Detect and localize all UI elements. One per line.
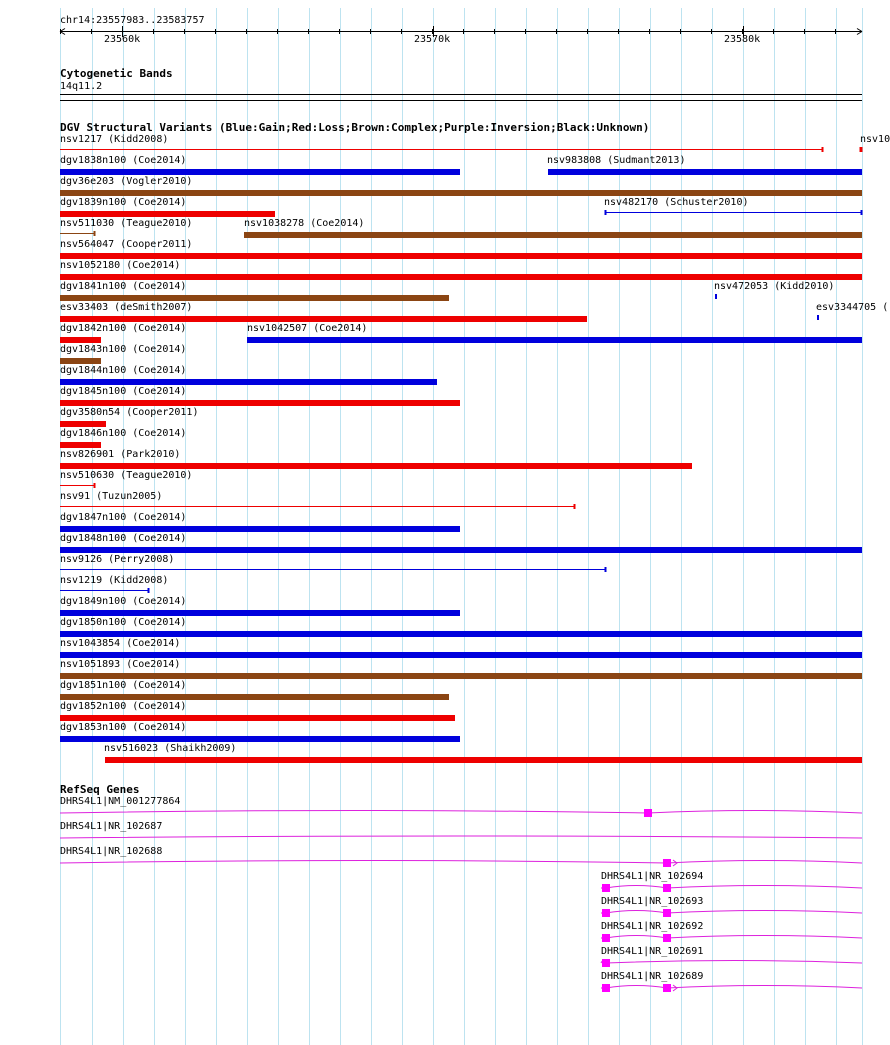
cytoband-track-title: Cytogenetic Bands — [60, 67, 173, 80]
refseq-exon[interactable] — [663, 984, 671, 992]
refseq-transcript-intron-line[interactable] — [601, 961, 862, 964]
dgv-feature-label[interactable]: dgv1850n100 (Coe2014) — [60, 617, 187, 628]
refseq-exon[interactable] — [602, 884, 610, 892]
dgv-feature-bar[interactable] — [60, 631, 862, 637]
refseq-exon[interactable] — [602, 959, 610, 967]
region-label: chr14:23557983..23583757 — [60, 15, 205, 26]
tick-label-23580k: 23580k — [724, 34, 761, 45]
dgv-feature-bar[interactable] — [60, 463, 692, 469]
dgv-feature-bar[interactable] — [105, 757, 862, 763]
dgv-feature-bar[interactable] — [60, 673, 862, 679]
dgv-feature-label[interactable]: dgv36e203 (Vogler2010) — [60, 176, 193, 187]
tick-label-23560k: 23560k — [104, 34, 141, 45]
dgv-feature-label[interactable]: esv33403 (deSmith2007) — [60, 302, 193, 313]
tick-label-23570k: 23570k — [414, 34, 451, 45]
refseq-transcript-label[interactable]: DHRS4L1|NR_102692 — [601, 921, 704, 932]
dgv-feature-bar[interactable] — [60, 694, 449, 700]
dgv-feature-label[interactable]: nsv472053 (Kidd2010) — [714, 281, 835, 292]
dgv-feature-label[interactable]: dgv1849n100 (Coe2014) — [60, 596, 187, 607]
refseq-transcript-label[interactable]: DHRS4L1|NR_102694 — [601, 871, 704, 882]
dgv-feature-bar[interactable] — [60, 169, 460, 175]
dgv-feature-bar[interactable] — [60, 211, 275, 217]
refseq-exon[interactable] — [663, 859, 671, 867]
dgv-feature-bar[interactable] — [60, 295, 449, 301]
dgv-feature-label[interactable]: dgv1842n100 (Coe2014) — [60, 323, 187, 334]
dgv-feature-bar[interactable] — [60, 400, 460, 406]
dgv-feature-label[interactable]: nsv1217 (Kidd2008) — [60, 134, 169, 145]
refseq-track-title: RefSeq Genes — [60, 783, 140, 796]
dgv-feature-point[interactable] — [817, 315, 819, 320]
dgv-feature-bar[interactable] — [60, 610, 460, 616]
dgv-feature-bar[interactable] — [60, 652, 862, 658]
dgv-feature-bar[interactable] — [60, 736, 460, 742]
dgv-feature-label[interactable]: dgv1841n100 (Coe2014) — [60, 281, 187, 292]
refseq-transcript-intron-line[interactable] — [601, 936, 862, 939]
dgv-feature-label[interactable]: esv3344705 ( — [816, 302, 889, 313]
dgv-feature-label[interactable]: dgv1847n100 (Coe2014) — [60, 512, 187, 523]
dgv-feature-bar[interactable] — [60, 715, 455, 721]
dgv-feature-label[interactable]: dgv3580n54 (Cooper2011) — [60, 407, 199, 418]
dgv-feature-bar[interactable] — [60, 358, 101, 364]
dgv-feature-bar[interactable] — [60, 190, 862, 196]
dgv-feature-label[interactable]: nsv9126 (Perry2008) — [60, 554, 175, 565]
refseq-transcript-label[interactable]: DHRS4L1|NR_102687 — [60, 821, 163, 832]
dgv-feature-label[interactable]: nsv564047 (Cooper2011) — [60, 239, 193, 250]
dgv-feature-label[interactable]: dgv1846n100 (Coe2014) — [60, 428, 187, 439]
dgv-feature-label[interactable]: dgv1844n100 (Coe2014) — [60, 365, 187, 376]
dgv-feature-point[interactable] — [715, 294, 717, 299]
refseq-exon[interactable] — [663, 884, 671, 892]
dgv-feature-label[interactable]: nsv482170 (Schuster2010) — [604, 197, 749, 208]
dgv-feature-label[interactable]: nsv1051893 (Coe2014) — [60, 659, 181, 670]
dgv-feature-bar[interactable] — [60, 253, 862, 259]
dgv-feature-label[interactable]: nsv1043854 (Coe2014) — [60, 638, 181, 649]
refseq-exon[interactable] — [644, 809, 652, 817]
refseq-transcript-intron-line[interactable] — [601, 886, 862, 889]
refseq-exon[interactable] — [602, 909, 610, 917]
dgv-feature-label[interactable]: nsv1052180 (Coe2014) — [60, 260, 181, 271]
refseq-transcript-intron-line[interactable] — [60, 861, 862, 864]
dgv-track-title: DGV Structural Variants (Blue:Gain;Red:Loss;Brown:Complex;Purple:Inversion;Black:Unknown) — [60, 121, 650, 134]
dgv-feature-label[interactable]: nsv10 — [860, 134, 890, 145]
refseq-transcript-intron-line[interactable] — [601, 986, 862, 989]
dgv-feature-label[interactable]: nsv1219 (Kidd2008) — [60, 575, 169, 586]
refseq-transcript-intron-line[interactable] — [60, 811, 862, 814]
dgv-feature-label[interactable]: dgv1853n100 (Coe2014) — [60, 722, 187, 733]
dgv-feature-label[interactable]: nsv826901 (Park2010) — [60, 449, 181, 460]
refseq-transcript-intron-line[interactable] — [60, 836, 862, 838]
dgv-feature-label[interactable]: dgv1843n100 (Coe2014) — [60, 344, 187, 355]
dgv-feature-label[interactable]: dgv1838n100 (Coe2014) — [60, 155, 187, 166]
dgv-feature-bar[interactable] — [244, 232, 862, 238]
dgv-feature-bar[interactable] — [60, 526, 460, 532]
cytoband-label: 14q11.2 — [60, 81, 103, 92]
dgv-feature-bar[interactable] — [548, 169, 862, 175]
dgv-feature-label[interactable]: nsv1038278 (Coe2014) — [244, 218, 365, 229]
refseq-exon[interactable] — [663, 909, 671, 917]
refseq-transcript-label[interactable]: DHRS4L1|NR_102689 — [601, 971, 704, 982]
dgv-feature-label[interactable]: dgv1845n100 (Coe2014) — [60, 386, 187, 397]
refseq-transcript-label[interactable]: DHRS4L1|NR_102691 — [601, 946, 704, 957]
dgv-feature-bar[interactable] — [60, 442, 101, 448]
dgv-feature-label[interactable]: nsv1042507 (Coe2014) — [247, 323, 368, 334]
refseq-exon[interactable] — [602, 934, 610, 942]
dgv-feature-label[interactable]: nsv91 (Tuzun2005) — [60, 491, 163, 502]
dgv-feature-bar[interactable] — [247, 337, 862, 343]
dgv-feature-bar[interactable] — [60, 547, 862, 553]
refseq-transcript-label[interactable]: DHRS4L1|NM_001277864 — [60, 796, 181, 807]
refseq-exon[interactable] — [602, 984, 610, 992]
dgv-feature-bar[interactable] — [60, 316, 587, 322]
dgv-feature-label[interactable]: dgv1851n100 (Coe2014) — [60, 680, 187, 691]
dgv-feature-bar[interactable] — [60, 337, 101, 343]
dgv-feature-bar[interactable] — [60, 379, 437, 385]
refseq-transcript-label[interactable]: DHRS4L1|NR_102693 — [601, 896, 704, 907]
dgv-feature-label[interactable]: nsv983808 (Sudmant2013) — [547, 155, 686, 166]
dgv-feature-label[interactable]: nsv510630 (Teague2010) — [60, 470, 193, 481]
dgv-feature-label[interactable]: dgv1852n100 (Coe2014) — [60, 701, 187, 712]
dgv-feature-label[interactable]: nsv516023 (Shaikh2009) — [104, 743, 237, 754]
refseq-transcript-label[interactable]: DHRS4L1|NR_102688 — [60, 846, 163, 857]
refseq-transcript-intron-line[interactable] — [601, 911, 862, 914]
dgv-feature-label[interactable]: dgv1848n100 (Coe2014) — [60, 533, 187, 544]
dgv-feature-label[interactable]: nsv511030 (Teague2010) — [60, 218, 193, 229]
refseq-exon[interactable] — [663, 934, 671, 942]
dgv-feature-bar[interactable] — [60, 274, 862, 280]
dgv-feature-label[interactable]: dgv1839n100 (Coe2014) — [60, 197, 187, 208]
dgv-feature-bar[interactable] — [60, 421, 106, 427]
